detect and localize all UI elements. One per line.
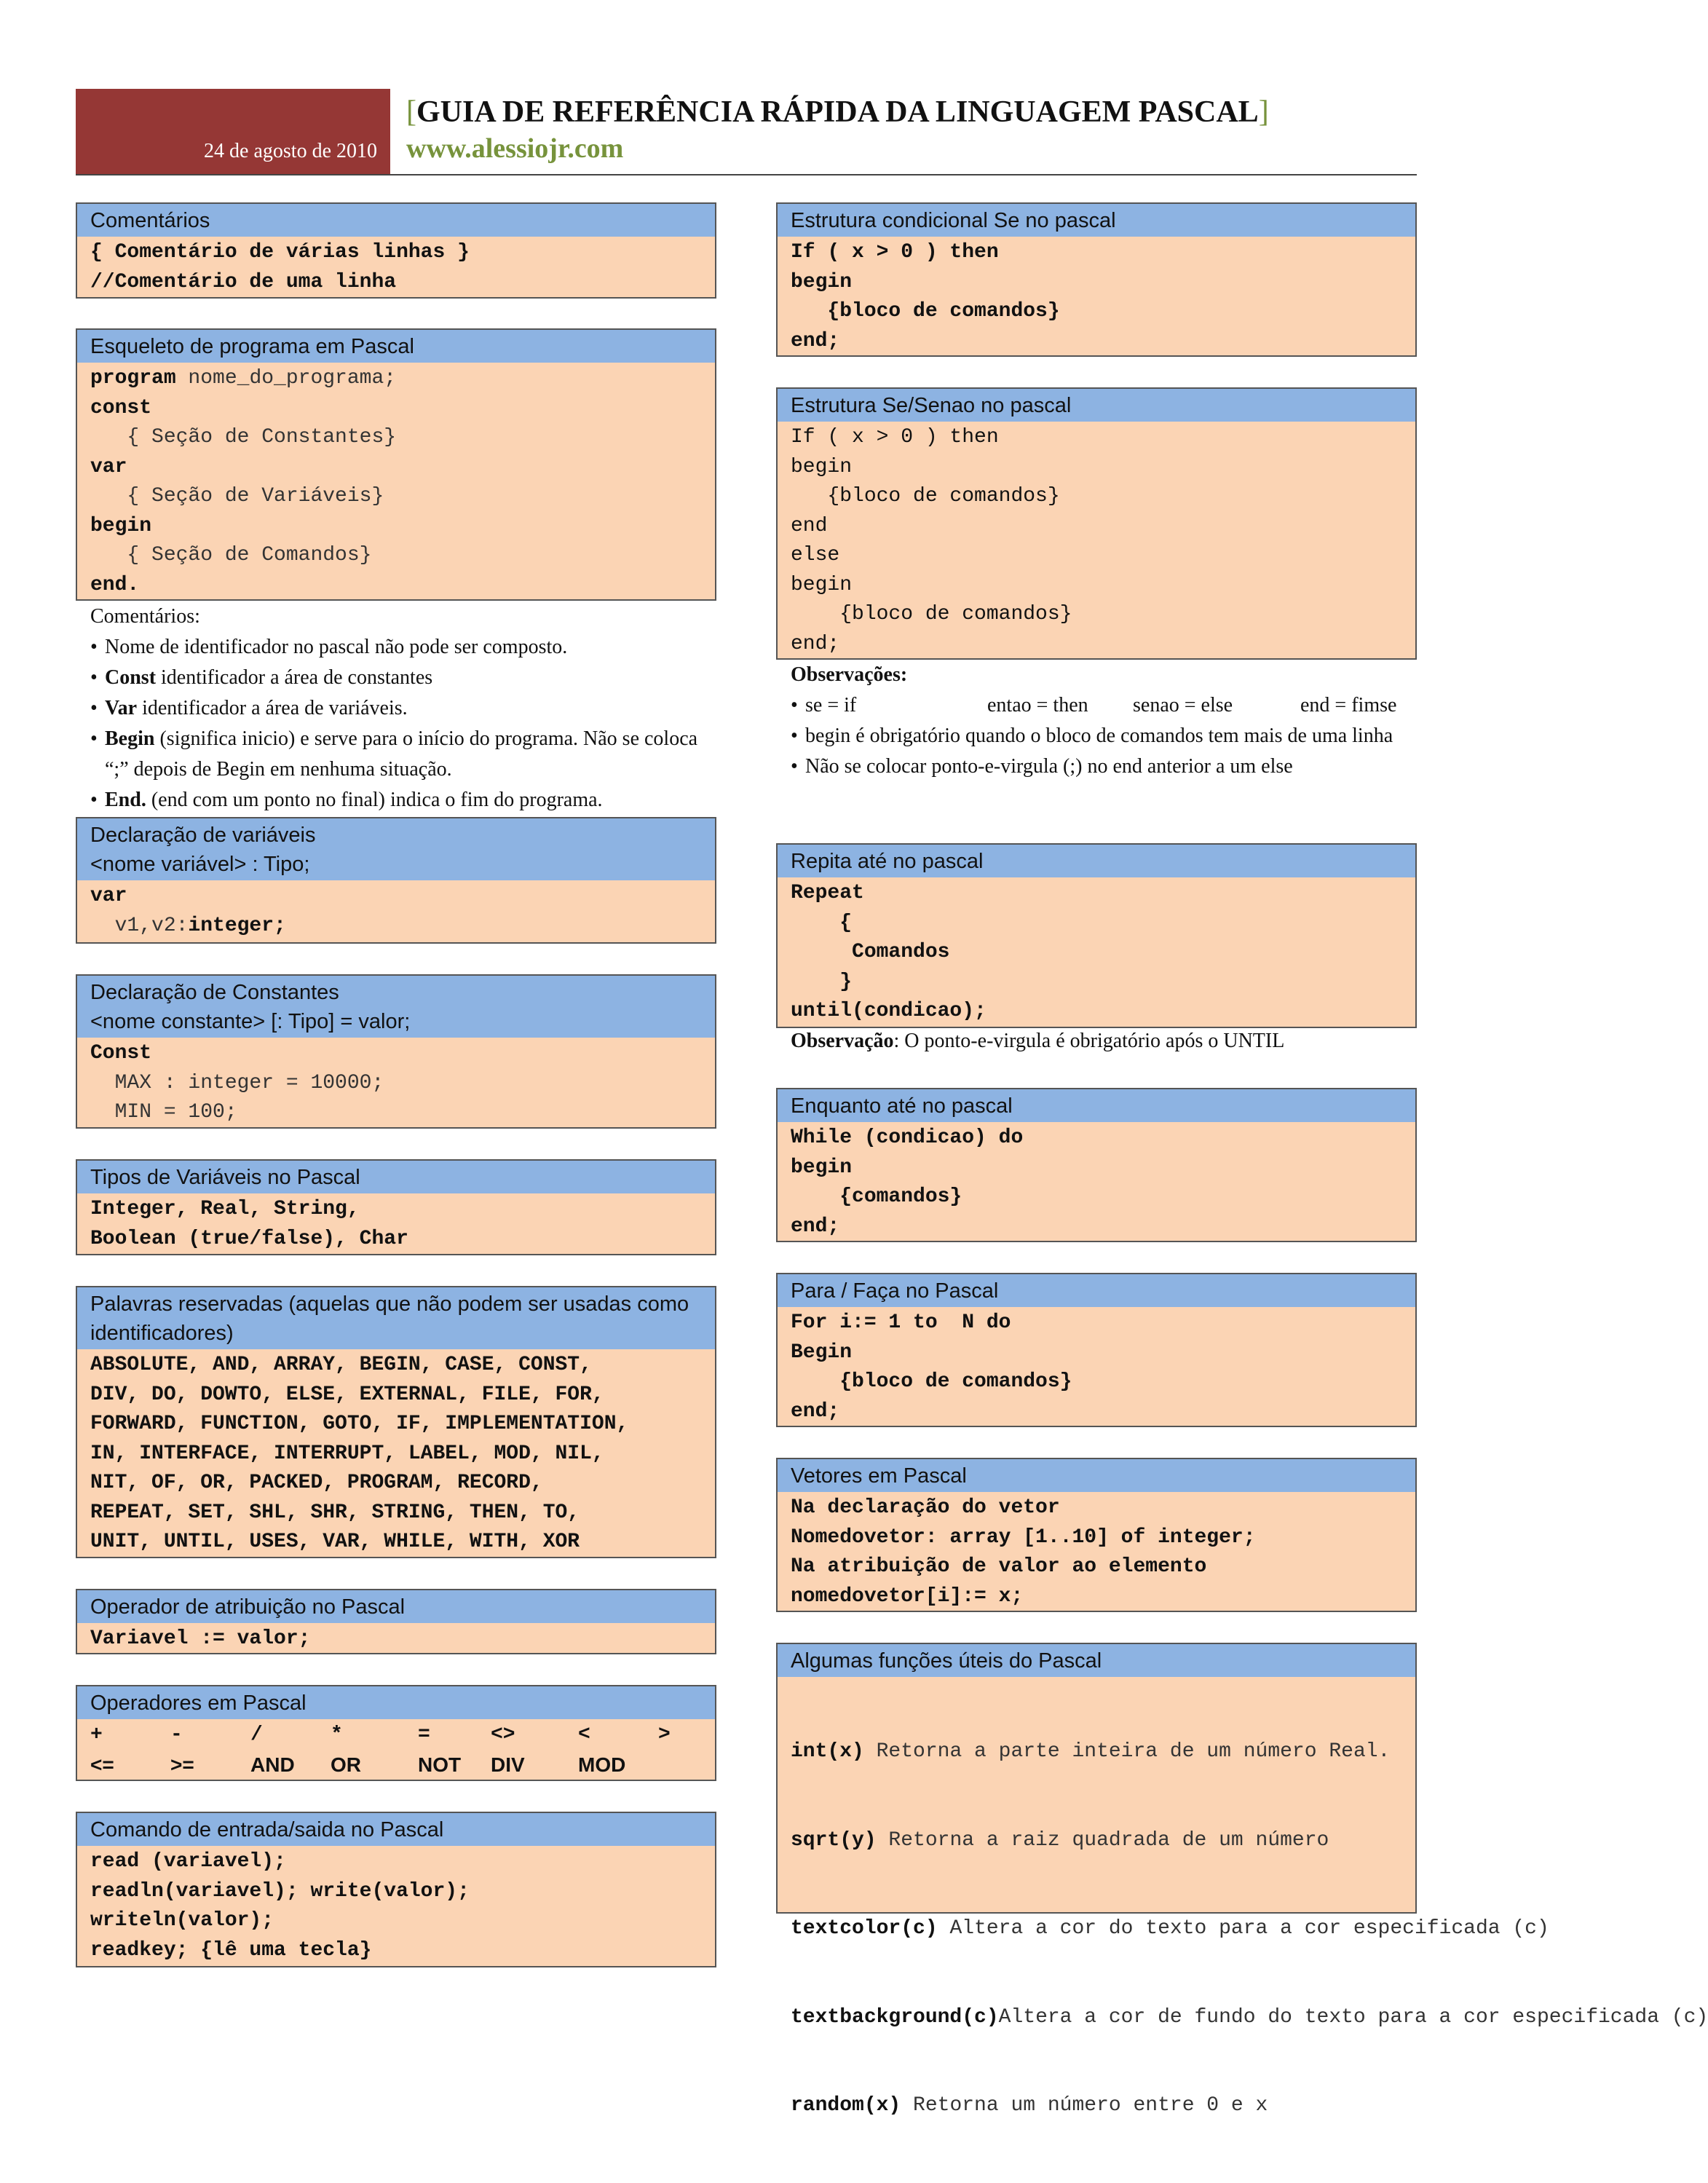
se-notes <box>791 660 1417 782</box>
code-line: Comandos <box>791 941 950 963</box>
code-line: Begin <box>791 1341 853 1364</box>
code-line: { <box>791 911 853 934</box>
operators-row: <= >= AND OR NOT DIV MOD <box>90 1753 626 1776</box>
code-line: { Comentário de várias linhas } <box>90 241 470 264</box>
code-line: nomedovetor[i]:= x; <box>791 1584 1024 1608</box>
code-line: program nome_do_programa; <box>90 367 397 390</box>
notes-heading: Comentários: <box>90 605 200 628</box>
box-reservadas <box>76 1286 716 1558</box>
code-line: {bloco de comandos} <box>791 300 1060 323</box>
box-tipos <box>76 1159 716 1255</box>
note-item: • Const identificador a área de constantes <box>90 663 716 693</box>
code-line: MIN = 100; <box>90 1101 237 1124</box>
code-line: const <box>90 396 152 419</box>
bracket-open: [ <box>406 95 416 129</box>
box-title: Algumas funções úteis do Pascal <box>778 1644 1415 1677</box>
code-line: If ( x > 0 ) then <box>791 426 999 449</box>
box-title: Vetores em Pascal <box>778 1459 1415 1492</box>
code-line: ABSOLUTE, AND, ARRAY, BEGIN, CASE, CONST, <box>90 1354 592 1376</box>
function-entry: textbackground(c)Altera a cor de fundo do texto para a cor especificada (c) <box>791 2005 1708 2029</box>
note-item: • End. (end com um ponto no final) indica o fim do programa. <box>90 785 716 816</box>
code-line: DIV, DO, DOWTO, ELSE, EXTERNAL, FILE, FOR, <box>90 1383 604 1406</box>
box-title: Estrutura condicional Se no pascal <box>778 204 1415 237</box>
code-line: Na declaração do vetor <box>791 1496 1060 1519</box>
box-title: Comando de entrada/saida no Pascal <box>77 1813 715 1846</box>
code-line: {bloco de comandos} <box>791 603 1072 625</box>
box-title: Palavras reservadas (aquelas que não podem ser usadas como identificadores) <box>77 1287 715 1349</box>
code-line: IN, INTERFACE, INTERRUPT, LABEL, MOD, NIL, <box>90 1442 604 1465</box>
code-line: Integer, Real, String, <box>90 1198 360 1220</box>
box-title: Tipos de Variáveis no Pascal <box>77 1161 715 1193</box>
box-declaracao-variaveis <box>76 817 716 944</box>
function-entry: random(x) Retorna um número entre 0 e x <box>791 2094 1268 2117</box>
code-line: end; <box>791 1400 840 1423</box>
code-line: If ( x > 0 ) then <box>791 241 999 264</box>
code-line: writeln(valor); <box>90 1909 274 1932</box>
code-line: {bloco de comandos} <box>791 1370 1072 1393</box>
note-item: • Begin (significa inicio) e serve para o início do programa. Não se coloca “;” depois de Begin em nenhuma situação. <box>90 724 716 785</box>
notes-heading: Observações: <box>791 663 908 686</box>
code-line: end; <box>791 1215 840 1238</box>
code-line: While (condicao) do <box>791 1126 1024 1149</box>
box-comentarios <box>76 202 716 299</box>
code-line: end; <box>791 329 840 352</box>
code-line: Nomedovetor: array [1..10] of integer; <box>791 1525 1256 1549</box>
code-line: { Seção de Comandos} <box>90 544 372 567</box>
esqueleto-notes <box>90 601 716 816</box>
box-title: Declaração de Constantes <box>90 981 339 1004</box>
header-rule <box>76 174 1417 175</box>
code-line: Const <box>90 1042 152 1065</box>
code-line: } <box>791 970 853 993</box>
code-line: REPEAT, SET, SHL, SHR, STRING, THEN, TO, <box>90 1501 580 1524</box>
box-title: Esqueleto de programa em Pascal <box>77 330 715 363</box>
code-line: else <box>791 544 840 567</box>
code-line: begin <box>791 455 853 478</box>
bracket-close: ] <box>1258 95 1269 129</box>
code-line: v1,v2:integer; <box>90 914 286 937</box>
code-line: MAX : integer = 10000; <box>90 1071 384 1094</box>
box-se-senao <box>776 387 1417 660</box>
box-funcoes <box>776 1643 1708 2117</box>
code-line: Boolean (true/false), Char <box>90 1227 408 1250</box>
box-title: Operadores em Pascal <box>77 1686 715 1719</box>
code-line: FORWARD, FUNCTION, GOTO, IF, IMPLEMENTATION, <box>90 1413 629 1435</box>
code-line: begin <box>90 514 152 537</box>
box-repita <box>776 843 1417 1028</box>
code-line: { Seção de Constantes} <box>90 426 397 449</box>
code-line: var <box>90 885 127 907</box>
function-entry: textcolor(c) Altera a cor do texto para a cor especificada (c) <box>791 1917 1549 1940</box>
code-line: end. <box>90 573 140 596</box>
code-line: NIT, OF, OR, PACKED, PROGRAM, RECORD, <box>90 1472 543 1494</box>
code-line: begin <box>791 573 853 596</box>
box-title: Para / Faça no Pascal <box>778 1274 1415 1307</box>
code-line: readkey; {lê uma tecla} <box>90 1938 372 1962</box>
code-line: begin <box>791 1156 853 1179</box>
code-line: Variavel := valor; <box>90 1627 311 1650</box>
code-line: //Comentário de uma linha <box>90 270 397 293</box>
page-title <box>406 95 1269 130</box>
operators-row: + - / * = <> < > <box>90 1724 671 1746</box>
note-item: • begin é obrigatório quando o bloco de comandos tem mais de uma linha <box>791 721 1417 751</box>
box-para <box>776 1273 1417 1427</box>
box-esqueleto <box>76 328 716 601</box>
box-enquanto <box>776 1088 1417 1242</box>
code-line: Na atribuição de valor ao elemento <box>791 1555 1207 1578</box>
code-line: UNIT, UNTIL, USES, VAR, WHILE, WITH, XOR <box>90 1531 580 1553</box>
box-operadores <box>76 1685 716 1781</box>
code-line: Repeat <box>791 882 864 904</box>
box-subtitle: <nome constante> [: Tipo] = valor; <box>90 1010 411 1033</box>
box-title: Declaração de variáveis <box>90 824 316 847</box>
note-item: • Não se colocar ponto-e-virgula (;) no end anterior a um else <box>791 751 1417 782</box>
note-item: • Var identificador a área de variáveis. <box>90 693 716 724</box>
box-title: Repita até no pascal <box>778 845 1415 877</box>
box-atribuicao <box>76 1589 716 1654</box>
code-line: {bloco de comandos} <box>791 485 1060 508</box>
repita-note: Observação: O ponto-e-virgula é obrigatório após o UNTIL <box>791 1030 1285 1052</box>
code-line: {comandos} <box>791 1185 962 1208</box>
code-line: { Seção de Variáveis} <box>90 485 384 508</box>
title-text: GUIA DE REFERÊNCIA RÁPIDA DA LINGUAGEM PASCAL <box>416 95 1259 129</box>
box-title: Estrutura Se/Senao no pascal <box>778 389 1415 422</box>
box-title: Enquanto até no pascal <box>778 1089 1415 1122</box>
note-item: • Nome de identificador no pascal não pode ser composto. <box>90 632 716 663</box>
box-subtitle: <nome variável> : Tipo; <box>90 853 310 876</box>
header-date: 24 de agosto de 2010 <box>204 140 377 162</box>
code-line: end <box>791 514 828 537</box>
code-line: read (variavel); <box>90 1850 286 1873</box>
code-line: readln(variavel); write(valor); <box>90 1879 470 1903</box>
box-declaracao-constantes <box>76 974 716 1129</box>
box-se <box>776 202 1417 357</box>
website-link[interactable]: www.alessiojr.com <box>406 133 624 164</box>
function-entry: sqrt(y) Retorna a raiz quadrada de um número <box>791 1828 1329 1852</box>
code-line: var <box>90 455 127 478</box>
function-entry: int(x) Retorna a parte inteira de um número Real. <box>791 1740 1391 1763</box>
note-item: • se = if entao = then senao = else end = fimse <box>791 690 1417 721</box>
code-line: until(condicao); <box>791 1000 987 1022</box>
box-vetores <box>776 1458 1417 1612</box>
code-line: begin <box>791 270 853 293</box>
code-line: For i:= 1 to N do <box>791 1311 1011 1334</box>
box-title: Operador de atribuição no Pascal <box>77 1590 715 1623</box>
box-entrada-saida <box>76 1812 716 1967</box>
box-title: Comentários <box>77 204 715 237</box>
code-line: end; <box>791 632 840 655</box>
